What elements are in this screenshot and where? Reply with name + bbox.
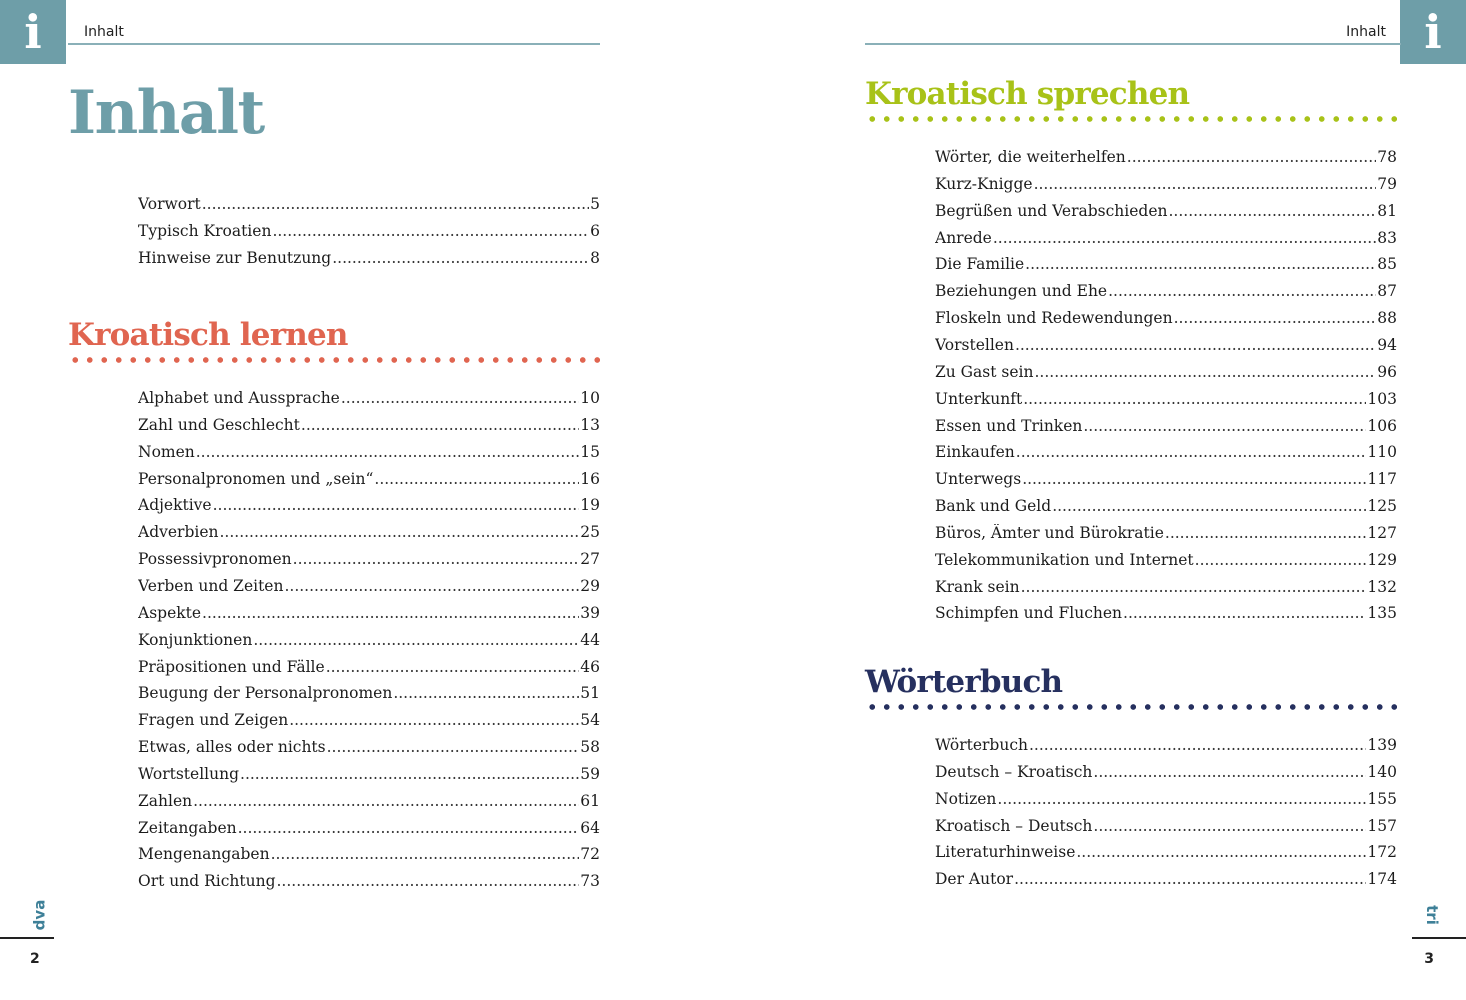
toc-entry-title: Wörterbuch bbox=[935, 736, 1028, 755]
toc-entry bbox=[138, 416, 600, 443]
toc-entry-title: Mengenangaben bbox=[138, 845, 270, 864]
toc-entry-page: 96 bbox=[1377, 362, 1397, 381]
section-woerterbuch bbox=[865, 665, 1397, 897]
toc-entry-page: 139 bbox=[1367, 736, 1397, 755]
dot-leader bbox=[277, 872, 580, 890]
toc-entry-page: 27 bbox=[580, 550, 600, 569]
toc-entry bbox=[935, 229, 1397, 256]
dot-leader bbox=[1123, 604, 1366, 622]
dotted-rule bbox=[865, 115, 1397, 123]
dot-leader bbox=[1016, 443, 1367, 461]
toc-entry bbox=[935, 309, 1397, 336]
right-page bbox=[733, 0, 1466, 1000]
toc-entry bbox=[138, 249, 600, 276]
dot-leader bbox=[1029, 736, 1366, 754]
toc-entry-title: Kurz-Knigge bbox=[935, 174, 1033, 193]
dot-leader bbox=[1023, 390, 1366, 408]
toc-entry-title: Typisch Kroatien bbox=[138, 221, 272, 240]
toc-entry-title: Notizen bbox=[935, 789, 997, 808]
toc-entry bbox=[935, 175, 1397, 202]
toc-entry bbox=[935, 524, 1397, 551]
page-word: dva bbox=[30, 899, 49, 931]
section-kroatisch-lernen bbox=[68, 318, 600, 899]
toc-entry-page: 59 bbox=[580, 764, 600, 783]
toc-entry bbox=[138, 577, 600, 604]
dot-leader bbox=[293, 550, 580, 568]
toc-entry-page: 25 bbox=[580, 523, 600, 542]
toc-entry bbox=[138, 658, 600, 685]
page-number: 2 bbox=[30, 951, 40, 967]
toc-entry-title: Fragen und Zeigen bbox=[138, 711, 289, 730]
toc-list bbox=[138, 389, 600, 899]
toc-entry-page: 58 bbox=[580, 738, 600, 757]
toc-entry-title: Büros, Ämter und Bürokratie bbox=[935, 523, 1164, 542]
toc-entry-page: 117 bbox=[1367, 470, 1397, 489]
dot-leader bbox=[1014, 870, 1366, 888]
toc-entry-page: 51 bbox=[580, 684, 600, 703]
toc-entry-page: 81 bbox=[1377, 201, 1397, 220]
page-title: Inhalt bbox=[68, 78, 264, 148]
toc-entry bbox=[935, 497, 1397, 524]
toc-list bbox=[935, 736, 1397, 897]
dot-leader bbox=[1034, 175, 1377, 193]
toc-entry-title: Beugung der Personalpronomen bbox=[138, 684, 393, 703]
dot-leader bbox=[341, 389, 579, 407]
running-head: Inhalt bbox=[84, 24, 124, 40]
toc-entry-page: 106 bbox=[1367, 416, 1397, 435]
toc-entry-title: Konjunktionen bbox=[138, 630, 253, 649]
toc-entry bbox=[138, 684, 600, 711]
toc-entry-page: 87 bbox=[1377, 282, 1397, 301]
toc-entry bbox=[138, 523, 600, 550]
dot-leader bbox=[1127, 148, 1376, 166]
toc-entry-page: 172 bbox=[1367, 843, 1397, 862]
toc-entry bbox=[935, 255, 1397, 282]
toc-entry-title: Hinweise zur Benutzung bbox=[138, 248, 332, 267]
dot-leader bbox=[1168, 202, 1376, 220]
dot-leader bbox=[1195, 551, 1367, 569]
toc-entry-title: Floskeln und Redewendungen bbox=[935, 309, 1173, 328]
toc-entry bbox=[935, 336, 1397, 363]
dot-leader bbox=[1052, 497, 1366, 515]
section-heading: Kroatisch sprechen bbox=[865, 76, 1190, 112]
dot-leader bbox=[1093, 817, 1366, 835]
toc-entry-page: 8 bbox=[590, 248, 600, 267]
toc-entry-page: 72 bbox=[580, 845, 600, 864]
toc-entry-title: Etwas, alles oder nichts bbox=[138, 738, 326, 757]
toc-entry bbox=[138, 738, 600, 765]
toc-entry bbox=[138, 711, 600, 738]
dot-leader bbox=[1022, 470, 1366, 488]
info-icon: i bbox=[0, 0, 66, 64]
toc-entry bbox=[935, 843, 1397, 870]
page-number: 3 bbox=[1424, 951, 1434, 967]
toc-entry bbox=[935, 443, 1397, 470]
toc-entry bbox=[138, 470, 600, 497]
section-kroatisch-sprechen bbox=[865, 77, 1397, 631]
toc-entry-page: 155 bbox=[1367, 789, 1397, 808]
toc-entry-page: 10 bbox=[580, 389, 600, 408]
toc-entry-title: Unterkunft bbox=[935, 389, 1023, 408]
toc-entry-page: 64 bbox=[580, 818, 600, 837]
dot-leader bbox=[238, 819, 580, 837]
toc-entry-page: 29 bbox=[580, 577, 600, 595]
toc-entry-page: 127 bbox=[1367, 523, 1397, 542]
toc-entry-page: 85 bbox=[1377, 255, 1397, 274]
dot-leader bbox=[327, 738, 580, 756]
toc-entry bbox=[138, 443, 600, 470]
toc-entry-title: Krank sein bbox=[935, 577, 1020, 596]
toc-entry bbox=[935, 551, 1397, 578]
toc-entry-page: 103 bbox=[1367, 389, 1397, 408]
toc-entry-page: 19 bbox=[580, 496, 600, 515]
toc-entry bbox=[138, 792, 600, 819]
section-heading: Kroatisch lernen bbox=[68, 317, 348, 353]
toc-entry bbox=[935, 202, 1397, 229]
toc-entry bbox=[138, 845, 600, 872]
toc-entry-page: 16 bbox=[580, 469, 600, 488]
toc-entry-title: Anrede bbox=[935, 228, 992, 247]
toc-entry-title: Adjektive bbox=[138, 496, 212, 515]
toc-entry-title: Die Familie bbox=[935, 255, 1025, 274]
toc-entry-page: 157 bbox=[1367, 816, 1397, 835]
dot-leader bbox=[1076, 843, 1366, 861]
toc-entry bbox=[935, 870, 1397, 897]
header-rule bbox=[68, 43, 600, 45]
dot-leader bbox=[1015, 336, 1376, 354]
toc-entry-title: Essen und Trinken bbox=[935, 416, 1083, 435]
dot-leader bbox=[1174, 309, 1377, 327]
toc-entry bbox=[138, 872, 600, 899]
toc-entry bbox=[138, 550, 600, 577]
toc-entry-page: 44 bbox=[580, 630, 600, 649]
toc-entry bbox=[138, 631, 600, 658]
toc-entry bbox=[935, 817, 1397, 844]
dot-leader bbox=[332, 249, 589, 267]
section-heading: Wörterbuch bbox=[865, 664, 1063, 700]
dot-leader bbox=[220, 523, 580, 541]
toc-entry-title: Zahl und Geschlecht bbox=[138, 415, 300, 434]
dot-leader bbox=[1165, 524, 1367, 542]
toc-entry bbox=[935, 578, 1397, 605]
toc-entry-title: Wörter, die weiterhelfen bbox=[935, 148, 1126, 167]
toc-entry-title: Alphabet und Aussprache bbox=[138, 389, 340, 408]
toc-entry-title: Aspekte bbox=[138, 603, 202, 622]
toc-entry-page: 79 bbox=[1377, 174, 1397, 193]
page-word: tri bbox=[1423, 905, 1442, 925]
toc-entry-title: Beziehungen und Ehe bbox=[935, 282, 1108, 301]
toc-entry-title: Schimpfen und Fluchen bbox=[935, 604, 1123, 623]
dot-leader bbox=[374, 470, 579, 488]
dot-leader bbox=[289, 711, 579, 729]
toc-entry-page: 5 bbox=[590, 195, 600, 213]
dot-leader bbox=[284, 577, 579, 595]
dot-leader bbox=[271, 845, 580, 863]
toc-entry-page: 46 bbox=[580, 657, 600, 676]
toc-entry-title: Literaturhinweise bbox=[935, 843, 1076, 862]
toc-entry bbox=[935, 148, 1397, 175]
toc-list bbox=[935, 148, 1397, 631]
toc-entry-title: Nomen bbox=[138, 442, 195, 461]
dot-leader bbox=[1083, 417, 1366, 435]
toc-entry-title: Der Autor bbox=[935, 870, 1014, 889]
info-icon: i bbox=[1400, 0, 1466, 64]
toc-entry-title: Possessivpronomen bbox=[138, 550, 292, 569]
toc-list bbox=[138, 195, 600, 276]
toc-entry-title: Telekommunikation und Internet bbox=[935, 550, 1194, 569]
toc-entry bbox=[935, 390, 1397, 417]
toc-entry-title: Kroatisch – Deutsch bbox=[935, 816, 1093, 835]
dotted-rule bbox=[68, 356, 600, 364]
toc-entry bbox=[138, 819, 600, 846]
dot-leader bbox=[997, 790, 1366, 808]
toc-entry-page: 83 bbox=[1377, 228, 1397, 247]
toc-entry-page: 94 bbox=[1377, 336, 1397, 354]
dot-leader bbox=[1093, 763, 1366, 781]
toc-entry-title: Zeitangaben bbox=[138, 818, 237, 837]
dot-leader bbox=[393, 684, 579, 702]
dot-leader bbox=[202, 604, 579, 622]
footer-rule bbox=[1412, 937, 1466, 939]
toc-entry-page: 13 bbox=[580, 415, 600, 434]
dot-leader bbox=[1034, 363, 1376, 381]
toc-entry-title: Ort und Richtung bbox=[138, 872, 276, 891]
toc-entry-page: 88 bbox=[1377, 309, 1397, 328]
dot-leader bbox=[253, 631, 579, 649]
toc-entry-title: Präpositionen und Fälle bbox=[138, 657, 325, 676]
toc-entry bbox=[138, 604, 600, 631]
dot-leader bbox=[326, 658, 580, 676]
toc-entry bbox=[138, 195, 600, 222]
header-rule bbox=[865, 43, 1401, 45]
toc-entry-title: Begrüßen und Verabschieden bbox=[935, 201, 1168, 220]
toc-entry bbox=[935, 763, 1397, 790]
dot-leader bbox=[301, 416, 579, 434]
toc-entry-page: 129 bbox=[1367, 550, 1397, 569]
dotted-rule bbox=[865, 703, 1397, 711]
toc-entry bbox=[935, 604, 1397, 631]
toc-entry-page: 135 bbox=[1367, 604, 1397, 623]
dot-leader bbox=[202, 195, 589, 213]
toc-entry bbox=[935, 282, 1397, 309]
footer-rule bbox=[0, 937, 54, 939]
dot-leader bbox=[272, 222, 589, 240]
toc-entry bbox=[935, 417, 1397, 444]
toc-entry-title: Adverbien bbox=[138, 523, 219, 542]
toc-entry-title: Vorwort bbox=[138, 195, 201, 213]
toc-entry-title: Zahlen bbox=[138, 791, 193, 810]
toc-entry-page: 140 bbox=[1367, 762, 1397, 781]
toc-intro bbox=[138, 195, 600, 276]
toc-entry-page: 39 bbox=[580, 603, 600, 622]
toc-entry-title: Wortstellung bbox=[138, 764, 240, 783]
dot-leader bbox=[1025, 255, 1376, 273]
dot-leader bbox=[196, 443, 580, 461]
toc-entry-title: Unterwegs bbox=[935, 470, 1022, 489]
dot-leader bbox=[213, 496, 580, 514]
toc-entry-title: Bank und Geld bbox=[935, 497, 1052, 516]
toc-entry-page: 110 bbox=[1367, 443, 1397, 462]
toc-entry-title: Deutsch – Kroatisch bbox=[935, 762, 1093, 781]
running-head: Inhalt bbox=[1346, 24, 1386, 40]
toc-entry-page: 61 bbox=[580, 791, 600, 810]
toc-entry-title: Einkaufen bbox=[935, 443, 1015, 462]
dot-leader bbox=[193, 792, 579, 810]
toc-entry-title: Zu Gast sein bbox=[935, 362, 1034, 381]
toc-entry-page: 78 bbox=[1377, 148, 1397, 167]
toc-entry-page: 54 bbox=[580, 711, 600, 730]
toc-entry-page: 132 bbox=[1367, 577, 1397, 596]
toc-entry-page: 73 bbox=[580, 872, 600, 891]
toc-entry bbox=[935, 470, 1397, 497]
toc-entry-title: Verben und Zeiten bbox=[138, 577, 284, 595]
toc-entry-page: 6 bbox=[590, 221, 600, 240]
toc-entry-page: 174 bbox=[1367, 870, 1397, 889]
toc-entry bbox=[935, 736, 1397, 763]
toc-entry-page: 125 bbox=[1367, 497, 1397, 516]
toc-entry bbox=[138, 765, 600, 792]
toc-entry bbox=[138, 222, 600, 249]
dot-leader bbox=[240, 765, 579, 783]
toc-entry bbox=[138, 496, 600, 523]
toc-entry-title: Personalpronomen und „sein“ bbox=[138, 469, 374, 488]
toc-entry-title: Vorstellen bbox=[935, 336, 1014, 354]
dot-leader bbox=[993, 229, 1376, 247]
toc-entry bbox=[138, 389, 600, 416]
toc-entry bbox=[935, 790, 1397, 817]
dot-leader bbox=[1108, 282, 1376, 300]
dot-leader bbox=[1021, 578, 1367, 596]
toc-entry-page: 15 bbox=[580, 442, 600, 461]
toc-entry bbox=[935, 363, 1397, 390]
